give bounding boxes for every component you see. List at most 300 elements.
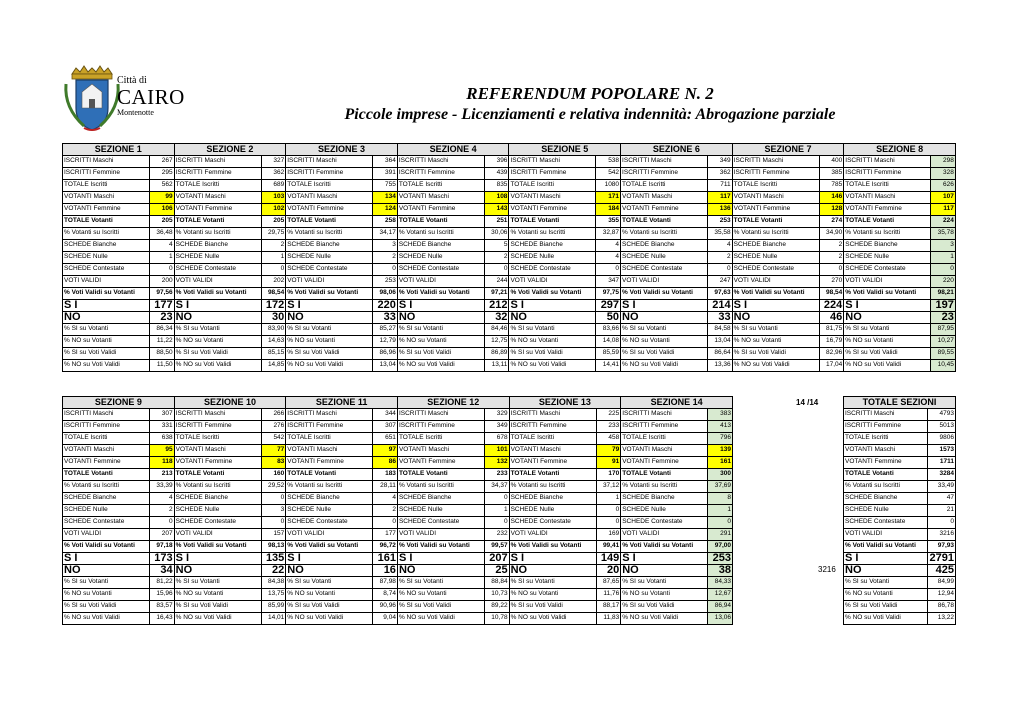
row-label: % NO su Voti Validi: [509, 360, 596, 372]
row-value: 86,89: [484, 348, 509, 360]
row-value: 10,78: [484, 613, 509, 625]
row-value: 14,41: [596, 360, 621, 372]
row-label: ISCRITTI Maschi: [286, 156, 373, 168]
row-value: 34,17: [373, 228, 398, 240]
row-value: 87,98: [373, 577, 398, 589]
row-value: 99,57: [484, 541, 509, 553]
row-value: 106: [150, 204, 175, 216]
row-label: SCHEDE Nulle: [286, 505, 373, 517]
table-row: [844, 469, 956, 481]
row-label: S I: [621, 553, 708, 565]
row-label: SCHEDE Contestate: [63, 264, 150, 276]
row-label: VOTANTI Maschi: [286, 192, 373, 204]
table-row: [63, 505, 733, 517]
row-value: 11,22: [150, 336, 175, 348]
row-label: % NO su Votanti: [844, 589, 928, 601]
row-label: % Votanti su Iscritti: [286, 228, 373, 240]
row-value: 34,37: [484, 481, 509, 493]
row-label: % SI su Voti Validi: [63, 348, 150, 360]
row-label: SCHEDE Nulle: [174, 505, 261, 517]
row-label: % NO su Voti Validi: [174, 613, 261, 625]
row-value: 14,63: [261, 336, 286, 348]
row-value: 0: [373, 264, 398, 276]
row-value: 2: [819, 252, 844, 264]
row-value: 13,22: [928, 613, 956, 625]
row-value: 30: [261, 312, 286, 324]
total-valid-votes-aside: 3216: [818, 565, 836, 574]
table-row: [63, 204, 956, 216]
results-table-sections-9-14: [62, 396, 733, 625]
row-label: % Voti Validi su Votanti: [397, 541, 484, 553]
row-value: 197: [931, 300, 956, 312]
section-header: SEZIONE 5: [509, 144, 621, 156]
table-row: [844, 445, 956, 457]
row-label: % NO su Votanti: [732, 336, 819, 348]
row-value: 86,96: [373, 348, 398, 360]
table-row: [844, 481, 956, 493]
row-label: % Votanti su Iscritti: [621, 481, 708, 493]
row-value: 0: [261, 517, 286, 529]
row-value: 4: [708, 240, 733, 252]
row-label: TOTALE Iscritti: [63, 180, 150, 192]
row-value: 82,96: [819, 348, 844, 360]
row-label: % NO su Votanti: [509, 589, 596, 601]
row-value: 200: [150, 276, 175, 288]
row-label: ISCRITTI Femmine: [174, 421, 261, 433]
row-value: 84,38: [261, 577, 286, 589]
row-label: NO: [174, 312, 261, 324]
row-value: 88,50: [150, 348, 175, 360]
row-label: % SI su Votanti: [63, 324, 150, 336]
table-row: [844, 421, 956, 433]
row-value: 9806: [928, 433, 956, 445]
row-value: 97,21: [484, 288, 509, 300]
row-value: 86,34: [150, 324, 175, 336]
row-label: % NO su Voti Validi: [509, 613, 596, 625]
row-label: % SI su Voti Validi: [621, 601, 708, 613]
row-value: 2: [150, 505, 175, 517]
section-header: SEZIONE 14: [621, 397, 733, 409]
row-value: 79: [596, 445, 621, 457]
row-label: SCHEDE Contestate: [732, 264, 819, 276]
table-row: [63, 565, 733, 577]
row-value: 16: [373, 565, 398, 577]
row-label: SCHEDE Contestate: [174, 517, 261, 529]
row-label: ISCRITTI Maschi: [509, 156, 596, 168]
row-label: % SI su Voti Validi: [732, 348, 819, 360]
section-header: SEZIONE 8: [844, 144, 956, 156]
row-value: 3284: [928, 469, 956, 481]
row-value: 102: [261, 204, 286, 216]
table-row: [63, 216, 956, 228]
row-value: 297: [596, 300, 621, 312]
row-value: 11,50: [150, 360, 175, 372]
row-label: % SI su Votanti: [732, 324, 819, 336]
row-value: 4: [596, 252, 621, 264]
row-value: 12,67: [708, 589, 733, 601]
row-value: 538: [596, 156, 621, 168]
row-label: TOTALE Iscritti: [63, 433, 150, 445]
row-value: 83,90: [261, 324, 286, 336]
section-header: SEZIONE 11: [286, 397, 398, 409]
row-label: TOTALE Iscritti: [174, 433, 261, 445]
row-value: 90,96: [373, 601, 398, 613]
row-value: 274: [819, 216, 844, 228]
row-value: 107: [931, 192, 956, 204]
row-value: 97,18: [150, 541, 175, 553]
row-label: % Votanti su Iscritti: [844, 228, 931, 240]
row-value: 10,27: [931, 336, 956, 348]
table-row: [63, 180, 956, 192]
row-value: 81,22: [150, 577, 175, 589]
row-label: % Voti Validi su Votanti: [174, 541, 261, 553]
row-label: ISCRITTI Maschi: [174, 409, 261, 421]
row-value: 542: [261, 433, 286, 445]
row-value: 36,48: [150, 228, 175, 240]
row-label: TOTALE Votanti: [509, 469, 596, 481]
row-label: % Voti Validi su Votanti: [844, 541, 928, 553]
row-label: % NO su Voti Validi: [286, 613, 373, 625]
row-label: % Votanti su Iscritti: [397, 228, 484, 240]
row-label: SCHEDE Contestate: [844, 264, 931, 276]
row-value: 170: [596, 469, 621, 481]
row-label: SCHEDE Contestate: [174, 264, 261, 276]
row-label: % Voti Validi su Votanti: [63, 541, 150, 553]
row-value: 83: [261, 457, 286, 469]
row-label: SCHEDE Nulle: [509, 505, 596, 517]
row-value: 84,58: [708, 324, 733, 336]
table-row: [63, 252, 956, 264]
row-label: ISCRITTI Maschi: [844, 156, 931, 168]
row-value: 213: [150, 469, 175, 481]
row-label: VOTANTI Maschi: [63, 445, 150, 457]
row-value: 14,01: [261, 613, 286, 625]
row-label: SCHEDE Bianche: [63, 240, 150, 252]
row-label: ISCRITTI Maschi: [621, 409, 708, 421]
row-label: % NO su Votanti: [286, 589, 373, 601]
table-row: [844, 589, 956, 601]
row-value: 136: [708, 204, 733, 216]
row-label: SCHEDE Bianche: [174, 493, 261, 505]
row-label: SCHEDE Bianche: [844, 493, 928, 505]
table-row: [844, 577, 956, 589]
row-value: 30,06: [484, 228, 509, 240]
table-row: [63, 288, 956, 300]
row-label: SCHEDE Contestate: [397, 264, 484, 276]
row-value: 33,39: [150, 481, 175, 493]
row-value: 247: [708, 276, 733, 288]
row-label: VOTI VALIDI: [286, 276, 373, 288]
row-value: 2: [484, 252, 509, 264]
table-row: [63, 264, 956, 276]
row-value: 12,79: [373, 336, 398, 348]
row-label: ISCRITTI Femmine: [286, 168, 373, 180]
row-value: 1: [708, 505, 733, 517]
row-value: 1: [931, 252, 956, 264]
row-value: 117: [708, 192, 733, 204]
row-value: 0: [708, 264, 733, 276]
row-value: 355: [596, 216, 621, 228]
row-label: TOTALE Votanti: [174, 216, 261, 228]
row-label: SCHEDE Contestate: [63, 517, 150, 529]
row-label: SCHEDE Bianche: [621, 240, 708, 252]
row-label: VOTI VALIDI: [509, 529, 596, 541]
row-value: 99,41: [596, 541, 621, 553]
row-label: % Voti Validi su Votanti: [286, 288, 373, 300]
row-value: 0: [150, 517, 175, 529]
row-label: NO: [286, 312, 373, 324]
row-label: VOTANTI Femmine: [621, 204, 708, 216]
row-label: % NO su Voti Validi: [286, 360, 373, 372]
row-label: NO: [621, 565, 708, 577]
row-value: 29,52: [261, 481, 286, 493]
row-label: VOTANTI Femmine: [174, 457, 261, 469]
section-header: SEZIONE 6: [621, 144, 733, 156]
row-value: 391: [373, 168, 398, 180]
row-label: VOTI VALIDI: [286, 529, 373, 541]
row-label: SCHEDE Nulle: [174, 252, 261, 264]
row-label: ISCRITTI Maschi: [509, 409, 596, 421]
row-label: % SI su Votanti: [286, 324, 373, 336]
row-label: VOTANTI Femmine: [63, 204, 150, 216]
row-label: SCHEDE Nulle: [621, 505, 708, 517]
row-label: VOTANTI Femmine: [63, 457, 150, 469]
row-value: 349: [708, 156, 733, 168]
table-row: [844, 553, 956, 565]
logo-line-2: CAIRO: [117, 85, 185, 109]
row-value: 0: [928, 517, 956, 529]
row-label: ISCRITTI Maschi: [621, 156, 708, 168]
row-value: 638: [150, 433, 175, 445]
table-row: [63, 276, 956, 288]
row-value: 276: [261, 421, 286, 433]
row-value: 253: [708, 553, 733, 565]
row-value: 13,04: [708, 336, 733, 348]
row-label: % SI su Voti Validi: [174, 348, 261, 360]
row-value: 103: [261, 192, 286, 204]
results-table-totale: [843, 396, 956, 625]
row-value: 184: [596, 204, 621, 216]
table-row: [63, 192, 956, 204]
row-label: % NO su Voti Validi: [174, 360, 261, 372]
row-value: 0: [484, 493, 509, 505]
row-value: 108: [484, 192, 509, 204]
table-row: [63, 445, 733, 457]
row-label: VOTI VALIDI: [63, 529, 150, 541]
row-value: 0: [596, 517, 621, 529]
row-label: % NO su Voti Validi: [621, 360, 708, 372]
row-label: SCHEDE Nulle: [397, 252, 484, 264]
row-label: VOTANTI Maschi: [732, 192, 819, 204]
row-value: 11,76: [596, 589, 621, 601]
row-label: VOTI VALIDI: [397, 529, 484, 541]
row-label: % SI su Votanti: [174, 577, 261, 589]
row-value: 383: [708, 409, 733, 421]
row-label: S I: [397, 553, 484, 565]
row-label: % SI su Votanti: [63, 577, 150, 589]
row-label: SCHEDE Bianche: [509, 493, 596, 505]
row-value: 233: [596, 421, 621, 433]
row-label: SCHEDE Bianche: [509, 240, 596, 252]
row-label: VOTI VALIDI: [621, 276, 708, 288]
row-value: 2: [708, 252, 733, 264]
row-label: % Votanti su Iscritti: [844, 481, 928, 493]
row-value: 270: [819, 276, 844, 288]
row-label: SCHEDE Bianche: [732, 240, 819, 252]
table-row: [63, 324, 956, 336]
row-label: ISCRITTI Femmine: [621, 421, 708, 433]
row-label: S I: [509, 553, 596, 565]
row-label: VOTANTI Maschi: [621, 445, 708, 457]
row-label: % NO su Voti Validi: [844, 613, 928, 625]
row-label: NO: [397, 312, 484, 324]
row-value: 46: [819, 312, 844, 324]
row-label: NO: [63, 312, 150, 324]
row-value: 307: [373, 421, 398, 433]
row-label: ISCRITTI Femmine: [509, 421, 596, 433]
row-label: SCHEDE Bianche: [621, 493, 708, 505]
table-row: [844, 493, 956, 505]
row-value: 3: [931, 240, 956, 252]
row-value: 33: [373, 312, 398, 324]
row-label: % NO su Voti Validi: [844, 360, 931, 372]
table-row: [844, 409, 956, 421]
row-label: TOTALE Iscritti: [844, 433, 928, 445]
table-row: [844, 457, 956, 469]
row-label: VOTI VALIDI: [844, 276, 931, 288]
table-row: [63, 577, 733, 589]
row-label: SCHEDE Bianche: [397, 493, 484, 505]
row-value: 678: [484, 433, 509, 445]
table-row: [844, 613, 956, 625]
row-value: 124: [373, 204, 398, 216]
row-value: 84,33: [708, 577, 733, 589]
row-value: 9,04: [373, 613, 398, 625]
row-value: 85,27: [373, 324, 398, 336]
row-label: TOTALE Iscritti: [286, 180, 373, 192]
row-label: % NO su Voti Validi: [732, 360, 819, 372]
row-label: % NO su Voti Validi: [63, 613, 150, 625]
row-label: ISCRITTI Maschi: [732, 156, 819, 168]
row-value: 97,93: [928, 541, 956, 553]
row-label: ISCRITTI Femmine: [397, 168, 484, 180]
row-label: % SI su Voti Validi: [509, 348, 596, 360]
row-value: 2: [819, 240, 844, 252]
row-value: 244: [484, 276, 509, 288]
row-value: 98,06: [373, 288, 398, 300]
row-value: 344: [373, 409, 398, 421]
row-label: ISCRITTI Maschi: [63, 156, 150, 168]
section-header-row: [63, 144, 956, 156]
row-value: 458: [596, 433, 621, 445]
table-row: [63, 601, 733, 613]
row-value: 1: [484, 505, 509, 517]
row-value: 266: [261, 409, 286, 421]
table-row: [63, 433, 733, 445]
row-value: 0: [150, 264, 175, 276]
row-label: % NO su Votanti: [844, 336, 931, 348]
row-value: 32: [484, 312, 509, 324]
row-value: 300: [708, 469, 733, 481]
row-value: 328: [931, 168, 956, 180]
row-label: ISCRITTI Maschi: [397, 409, 484, 421]
table-row: [844, 505, 956, 517]
row-label: % Votanti su Iscritti: [732, 228, 819, 240]
row-value: 87,65: [596, 577, 621, 589]
row-label: ISCRITTI Maschi: [63, 409, 150, 421]
city-name: [117, 76, 187, 117]
row-label: TOTALE Votanti: [397, 469, 484, 481]
row-label: SCHEDE Nulle: [509, 252, 596, 264]
row-value: 101: [484, 445, 509, 457]
row-label: VOTANTI Femmine: [844, 204, 931, 216]
row-value: 1573: [928, 445, 956, 457]
row-value: 118: [150, 457, 175, 469]
row-value: 2: [373, 252, 398, 264]
row-value: 177: [373, 529, 398, 541]
section-header: SEZIONE 4: [397, 144, 509, 156]
row-label: % SI su Voti Validi: [286, 601, 373, 613]
row-value: 205: [150, 216, 175, 228]
row-label: NO: [63, 565, 150, 577]
row-label: ISCRITTI Femmine: [732, 168, 819, 180]
row-label: VOTANTI Maschi: [174, 192, 261, 204]
row-value: 17,04: [819, 360, 844, 372]
row-value: 33,49: [928, 481, 956, 493]
row-value: 96,72: [373, 541, 398, 553]
table-row: [63, 493, 733, 505]
row-label: SCHEDE Bianche: [397, 240, 484, 252]
row-value: 796: [708, 433, 733, 445]
row-label: ISCRITTI Maschi: [844, 409, 928, 421]
row-value: 3: [373, 240, 398, 252]
row-label: TOTALE Iscritti: [174, 180, 261, 192]
row-value: 0: [931, 264, 956, 276]
row-label: TOTALE Votanti: [63, 216, 150, 228]
row-value: 146: [819, 192, 844, 204]
row-value: 99: [150, 192, 175, 204]
row-value: 135: [261, 553, 286, 565]
row-label: % SI su Voti Validi: [621, 348, 708, 360]
table-row: [63, 409, 733, 421]
row-label: SCHEDE Contestate: [286, 517, 373, 529]
row-label: % Voti Validi su Votanti: [621, 541, 708, 553]
row-label: % SI su Votanti: [621, 577, 708, 589]
row-value: 160: [261, 469, 286, 481]
row-value: 5: [484, 240, 509, 252]
row-value: 362: [261, 168, 286, 180]
row-value: 89,22: [484, 601, 509, 613]
row-value: 83,57: [150, 601, 175, 613]
table-row: [63, 300, 956, 312]
row-label: % SI su Votanti: [509, 577, 596, 589]
row-value: 86,94: [708, 601, 733, 613]
row-value: 89,55: [931, 348, 956, 360]
row-label: % NO su Votanti: [397, 336, 484, 348]
row-value: 91: [596, 457, 621, 469]
row-label: SCHEDE Bianche: [844, 240, 931, 252]
row-label: TOTALE Iscritti: [732, 180, 819, 192]
row-label: TOTALE Votanti: [397, 216, 484, 228]
row-label: S I: [174, 300, 261, 312]
row-value: 207: [150, 529, 175, 541]
row-value: 23: [150, 312, 175, 324]
row-label: VOTANTI Femmine: [509, 457, 596, 469]
row-value: 35,78: [931, 228, 956, 240]
row-label: VOTANTI Maschi: [174, 445, 261, 457]
row-value: 13,36: [708, 360, 733, 372]
row-label: % SI su Voti Validi: [63, 601, 150, 613]
